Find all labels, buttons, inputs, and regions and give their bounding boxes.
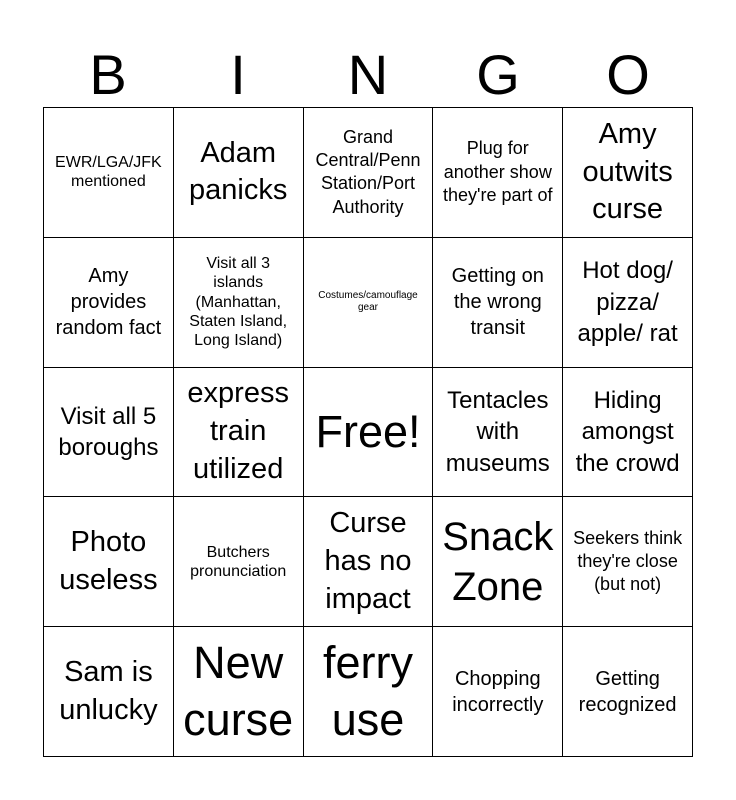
bingo-cell-r1c3[interactable]: Grand Central/Penn Station/Port Authority [304, 108, 434, 238]
header-letter-g: G [476, 43, 520, 106]
bingo-cell-r4c5[interactable]: Seekers think they're close (but not) [563, 497, 693, 627]
bingo-cell-free-space[interactable]: Free! [304, 368, 434, 498]
bingo-cell-r5c2[interactable]: New curse [174, 627, 304, 757]
bingo-cell-r3c1[interactable]: Visit all 5 boroughs [44, 368, 174, 498]
bingo-cell-r2c5[interactable]: Hot dog/ pizza/ apple/ rat [563, 238, 693, 368]
bingo-cell-r4c1[interactable]: Photo useless [44, 497, 174, 627]
bingo-cell-r1c5[interactable]: Amy outwits curse [563, 108, 693, 238]
bingo-cell-r3c4[interactable]: Tentacles with museums [433, 368, 563, 498]
header-letter-o: O [606, 43, 650, 106]
header-letter-b: B [89, 43, 127, 106]
bingo-cell-r2c1[interactable]: Amy provides random fact [44, 238, 174, 368]
bingo-cell-r1c4[interactable]: Plug for another show they're part of [433, 108, 563, 238]
header-letter-n: N [347, 43, 389, 106]
bingo-cell-r5c5[interactable]: Getting recognized [563, 627, 693, 757]
bingo-cell-r4c3[interactable]: Curse has no impact [304, 497, 434, 627]
bingo-header [43, 44, 693, 106]
bingo-cell-r2c3[interactable]: Costumes/camouflage gear [304, 238, 434, 368]
bingo-cell-r4c2[interactable]: Butchers pronunciation [174, 497, 304, 627]
bingo-cell-r5c4[interactable]: Chopping incorrectly [433, 627, 563, 757]
header-letter-i: I [230, 43, 246, 106]
bingo-cell-r4c4[interactable]: Snack Zone [433, 497, 563, 627]
bingo-cell-r5c1[interactable]: Sam is unlucky [44, 627, 174, 757]
bingo-card-grid [43, 107, 693, 757]
bingo-cell-r2c2[interactable]: Visit all 3 islands (Manhattan, Staten Island, Long Island) [174, 238, 304, 368]
bingo-cell-r5c3[interactable]: ferry use [304, 627, 434, 757]
bingo-cell-r1c2[interactable]: Adam panicks [174, 108, 304, 238]
bingo-cell-r3c5[interactable]: Hiding amongst the crowd [563, 368, 693, 498]
bingo-cell-r2c4[interactable]: Getting on the wrong transit [433, 238, 563, 368]
bingo-cell-r1c1[interactable]: EWR/LGA/JFK mentioned [44, 108, 174, 238]
bingo-cell-r3c2[interactable]: express train utilized [174, 368, 304, 498]
